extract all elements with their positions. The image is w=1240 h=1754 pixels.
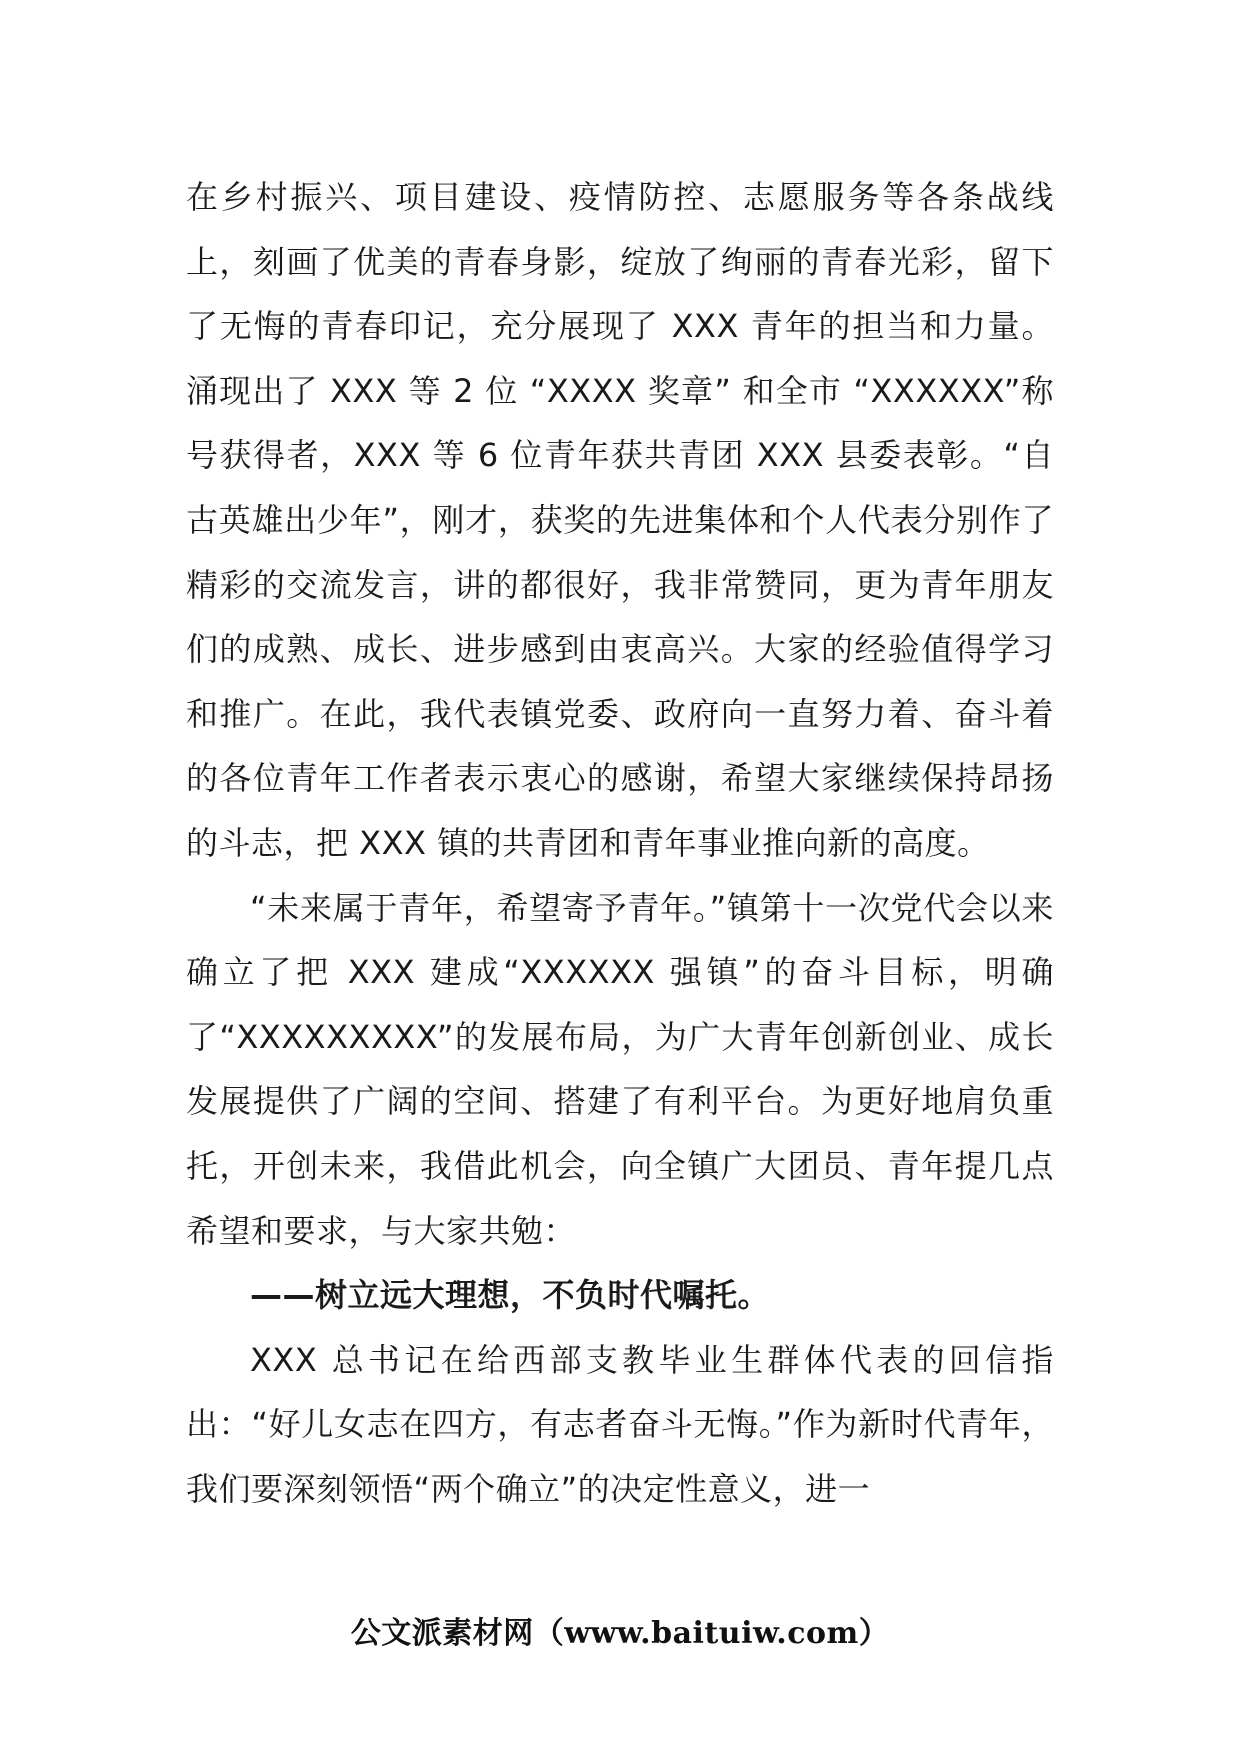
paragraph-future-youth: “未来属于青年，希望寄予青年。”镇第十一次党代会以来确立了把 XXX 建成“XXXXXX 强镇”的奋斗目标，明确了“XXXXXXXXX”的发展布局，为广大青年创新创业、成长发展提供了广阔的空间、搭建了有利平台。为更好地肩负重托，开创未来，我借此机会，向全镇广大团员、青年提几点希望和要求，与大家共勉： [186, 888, 1054, 1250]
paragraph-general-secretary: XXX 总书记在给西部支教毕业生群体代表的回信指出：“好儿女志在四方，有志者奋斗无悔。”作为新时代青年，我们要深刻领悟“两个确立”的决定性意义，进一 [186, 1340, 1054, 1508]
section-heading: ——树立远大理想，不负时代嘱托。 [250, 1276, 771, 1315]
document-body [186, 165, 1054, 1521]
paragraph-continuation: 在乡村振兴、项目建设、疫情防控、志愿服务等各条战线上，刻画了优美的青春身影，绽放了绚丽的青春光彩，留下了无悔的青春印记，充分展现了 XXX 青年的担当和力量。涌现出了 XXX 等 2 位 “XXXX 奖章” 和全市 “XXXXXX”称号获得者，XXX 等 6 位青年获共青团 XXX 县委表彰。“自古英雄出少年”，刚才，获奖的先进集体和个人代表分别作了精彩的交流发言，讲的都很好，我非常赞同，更为青年朋友们的成熟、成长、进步感到由衷高兴。大家的经验值得学习和推广。在此，我代表镇党委、政府向一直努力着、奋斗着的各位青年工作者表示衷心的感谢，希望大家继续保持昂扬的斗志，把 XXX 镇的共青团和青年事业推向新的高度。 [186, 178, 1054, 862]
footer-watermark: 公文派素材网（www.baituiw.com） [350, 1616, 890, 1651]
